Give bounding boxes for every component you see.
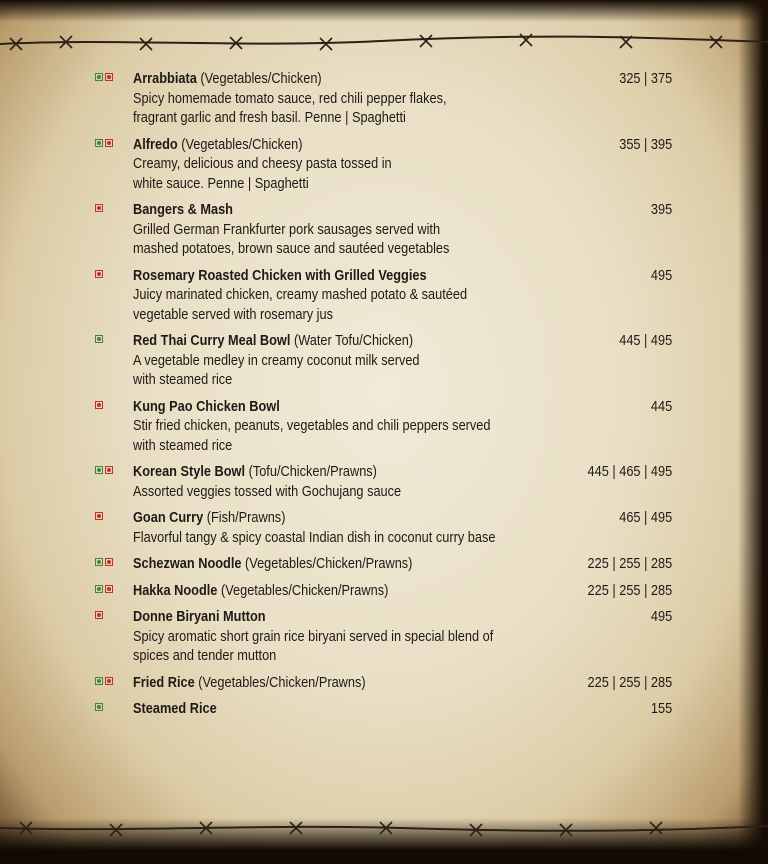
menu-item-price: 225 | 255 | 285 [587,556,672,572]
menu-item-body [133,70,553,129]
menu-item-description: Assorted veggies tossed with Gochujang sauce [133,483,402,500]
menu-item-price: 445 [650,398,672,415]
veg-symbol-icon [95,73,103,81]
menu-item-name: Schezwan Noodle [133,556,242,572]
menu-item-name: Arrabbiata [133,71,197,87]
menu-item-title-line [133,136,503,156]
menu-item-description: Spicy homemade tomato sauce, red chili pepper flakes, [133,90,447,107]
menu-item-description: Creamy, delicious and cheesy pasta tossed in [133,156,392,172]
menu-item [90,201,672,260]
diet-marks [95,335,103,343]
nonveg-symbol-icon [105,677,113,685]
menu-item-description: Stir fried chicken, peanuts, vegetables and chili peppers served [133,418,491,434]
menu-item [90,70,672,129]
menu-item-name: Rosemary Roasted Chicken with Grilled Veggies [133,267,427,284]
menu-item [90,700,672,720]
menu-item [90,582,672,602]
menu-item-variants: (Water Tofu/Chicken) [293,333,414,349]
menu-item-price: 495 [650,609,672,625]
veg-symbol-icon [95,703,103,711]
menu-item-name: Fried Rice [133,674,195,691]
menu-item-body [133,332,553,391]
menu-item-variants: (Vegetables/Chicken/Prawns) [245,556,413,572]
veg-symbol-icon [95,466,103,474]
diet-marks [95,558,113,566]
menu-item-price: 225 | 255 | 285 [587,674,672,691]
menu-item-name: Steamed Rice [133,701,217,717]
menu-item-description: vegetable served with rosemary jus [133,306,334,323]
menu-item [90,509,672,548]
menu-item-variants: (Tofu/Chicken/Prawns) [248,464,377,480]
menu-item-description: with steamed rice [133,372,233,388]
menu-item-body [133,555,553,575]
menu-item-price: 225 | 255 | 285 [587,582,672,599]
nonveg-symbol-icon [105,585,113,593]
diet-marks [95,585,113,593]
menu-item-body [133,136,553,195]
menu-item-title-line [133,201,503,221]
nonveg-symbol-icon [95,401,103,409]
menu-item-body [133,582,553,602]
menu-item-description: fragrant garlic and fresh basil. Penne | Spaghetti [133,110,406,126]
menu-item-name: Korean Style Bowl [133,464,246,480]
diet-marks [95,466,113,474]
veg-symbol-icon [95,139,103,147]
nonveg-symbol-icon [105,466,113,474]
menu-item-body [133,267,553,326]
menu-item-description: A vegetable medley in creamy coconut milk served [133,352,420,369]
diet-marks [95,677,113,685]
menu-item-price: 495 [650,267,672,284]
menu-item-description: mashed potatoes, brown sauce and sautéed vegetables [133,241,450,257]
menu-item-body [133,674,553,694]
menu-item-title-line [133,70,503,90]
menu-item-name: Red Thai Curry Meal Bowl [133,333,291,349]
menu-item [90,674,672,694]
menu-item-name: Hakka Noodle [133,582,218,599]
menu-item-price: 395 [650,202,672,218]
diet-marks [95,703,103,711]
menu-item-description: with steamed rice [133,437,233,454]
nonveg-symbol-icon [95,204,103,212]
barbed-wire-top-decoration [0,28,768,56]
menu-item-body [133,201,553,260]
menu-item [90,555,672,575]
menu-item-price: 355 | 395 [619,136,672,153]
menu-item-name: Bangers & Mash [133,202,233,218]
nonveg-symbol-icon [95,611,103,619]
burnt-edge-top [0,0,768,22]
menu-item-variants: (Vegetables/Chicken) [200,71,322,87]
veg-symbol-icon [95,558,103,566]
veg-symbol-icon [95,335,103,343]
menu-item-title-line [133,463,503,483]
menu-item-body [133,608,553,667]
veg-symbol-icon [95,585,103,593]
menu-item-price: 325 | 375 [619,71,672,87]
nonveg-symbol-icon [105,558,113,566]
menu-item-title-line [133,555,503,575]
menu-item-variants: (Vegetables/Chicken/Prawns) [220,582,389,599]
nonveg-symbol-icon [105,73,113,81]
menu-item-title-line [133,332,503,352]
menu-item-price: 465 | 495 [619,510,672,526]
menu-item-body [133,398,553,457]
barbed-wire-bottom-decoration [0,814,768,842]
menu-item-title-line [133,700,503,720]
menu-item-name: Alfredo [133,136,178,153]
diet-marks [95,611,103,619]
menu-item-title-line [133,608,503,628]
menu-item-description: spices and tender mutton [133,648,277,664]
menu-item-description: Spicy aromatic short grain rice biryani served in special blend of [133,628,494,645]
menu-item-name: Donne Biryani Mutton [133,609,266,625]
nonveg-symbol-icon [105,139,113,147]
menu-item-variants: (Fish/Prawns) [206,510,286,526]
menu-item [90,608,672,667]
menu-item-name: Goan Curry [133,510,204,526]
diet-marks [95,401,103,409]
menu-item-price: 445 | 495 [619,333,672,349]
menu-item-title-line [133,674,503,694]
menu-item-title-line [133,398,503,418]
menu-item-price: 445 | 465 | 495 [587,464,672,480]
burnt-edge-right [738,0,768,864]
menu-item-description: Grilled German Frankfurter pork sausages served with [133,221,441,238]
menu-item [90,463,672,502]
diet-marks [95,512,103,520]
menu-item [90,398,672,457]
diet-marks [95,139,113,147]
menu-item [90,136,672,195]
menu-item-description: white sauce. Penne | Spaghetti [133,175,309,192]
nonveg-symbol-icon [95,512,103,520]
menu-item-title-line [133,267,503,287]
menu-item-name: Kung Pao Chicken Bowl [133,398,280,415]
menu-item-title-line [133,509,503,529]
menu-item-price: 155 [650,701,672,717]
menu-item-variants: (Vegetables/Chicken) [181,136,303,153]
menu-item-description: Juicy marinated chicken, creamy mashed potato & sautéed [133,287,468,303]
menu-item [90,332,672,391]
diet-marks [95,73,113,81]
veg-symbol-icon [95,677,103,685]
menu-list [90,70,672,727]
diet-marks [95,270,103,278]
menu-item-body [133,700,553,720]
menu-item-body [133,509,553,548]
diet-marks [95,204,103,212]
nonveg-symbol-icon [95,270,103,278]
menu-item-title-line [133,582,503,602]
menu-item-body [133,463,553,502]
menu-item [90,267,672,326]
menu-item-variants: (Vegetables/Chicken/Prawns) [198,674,366,691]
menu-item-description: Flavorful tangy & spicy coastal Indian dish in coconut curry base [133,529,496,546]
